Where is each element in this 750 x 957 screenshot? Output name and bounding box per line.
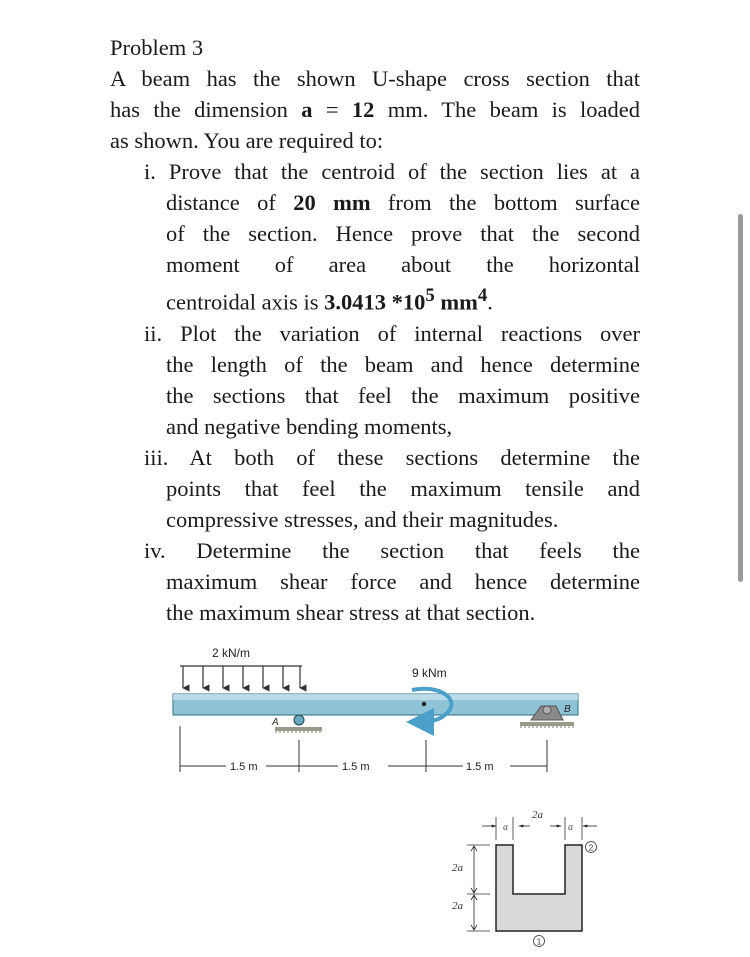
item-1-line-5: centroidal axis is 3.0413 $*10^5$ $mm^4$. (166, 285, 493, 315)
item-3-line-1: iii. At both of these sections determine the (144, 444, 640, 470)
section-height-dimensions (467, 845, 490, 931)
item-1-line-4: moment of area about the horizontal (166, 252, 640, 277)
point-1-marker (534, 936, 545, 947)
support-b-label: B (564, 704, 571, 715)
item-1-line-1: i. Prove that the centroid of the section lies at a (144, 159, 641, 184)
intro-line-3: as shown. You are required to: (110, 128, 384, 153)
item-4-line-2: maximum shear force and hence determine (166, 568, 640, 594)
item-2-line-1: ii. Plot the variation of internal reactions over (144, 320, 640, 346)
dim-2a-top: 2a (532, 809, 543, 821)
value-a: 12 (351, 97, 375, 122)
problem-title: Problem 3 (110, 35, 204, 60)
item-2-line-2: the length of the beam and hence determine (166, 351, 640, 377)
item-2-line-4: and negative bending moments, (166, 413, 453, 439)
item-4-line-1: iv. Determine the section that feels the (144, 537, 641, 563)
item-1-line-2: distance of 20 mm from the bottom surface (166, 190, 640, 215)
distributed-load-label: 2 kN/m (212, 646, 251, 660)
point-2-marker (586, 842, 597, 853)
item-2-line-3: the sections that feel the maximum positive (166, 382, 640, 408)
support-a-label: A (272, 717, 279, 728)
span-3-label: 1.5 m (466, 761, 494, 773)
support-a (275, 715, 322, 732)
item-3-line-3: compressive stresses, and their magnitudes. (166, 506, 559, 532)
intro-line-1: A beam has the shown U-shape cross section that (110, 66, 640, 91)
item-3-line-2: points that feel the maximum tensile and (166, 475, 640, 501)
distributed-load-arrows (180, 666, 302, 688)
dim-a-left: a (503, 822, 508, 833)
span-2-label: 1.5 m (342, 761, 370, 773)
u-cross-section (496, 845, 582, 931)
item-1-line-3: of the section. Hence prove that the second (166, 221, 640, 246)
dim-2a-lower: 2a (452, 900, 463, 912)
svg-text:2: 2 (588, 843, 594, 853)
svg-text:1: 1 (536, 937, 542, 947)
dim-2a-upper: 2a (452, 862, 463, 874)
item-4-line-3: the maximum shear stress at that section. (166, 599, 536, 625)
moment-label: 9 kNm (412, 666, 447, 680)
var-a: a (301, 97, 313, 122)
dim-a-right: a (568, 822, 573, 833)
intro-line-2: has the dimension a = 12 mm. The beam is loaded (110, 97, 640, 122)
span-1-label: 1.5 m (230, 761, 258, 773)
